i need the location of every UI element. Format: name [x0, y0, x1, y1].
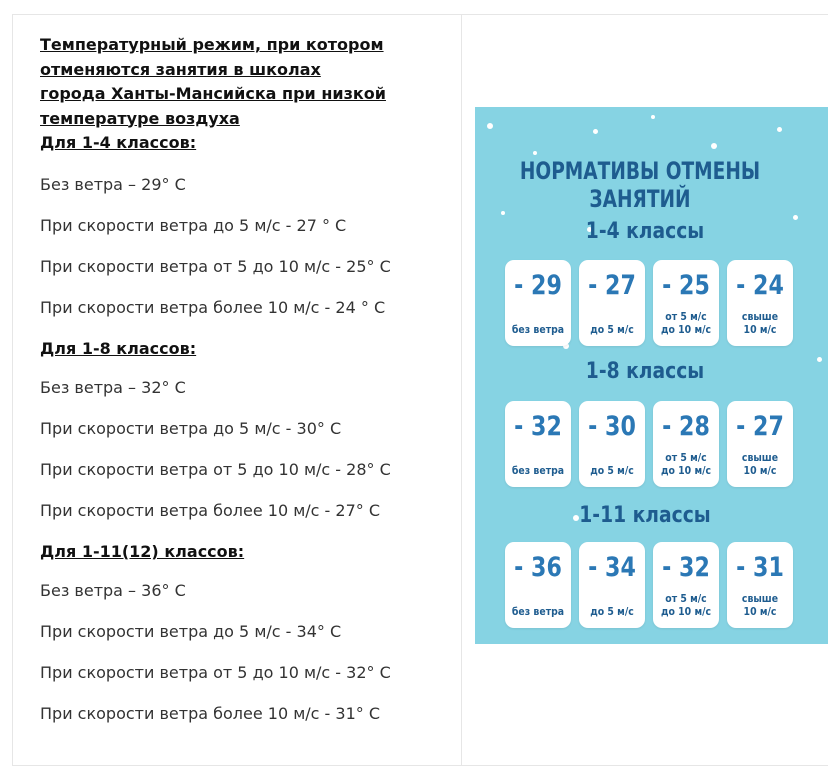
card-value: - 31: [736, 552, 784, 583]
snow-dot: [793, 215, 798, 220]
section-heading-1-4: Для 1-4 классов:: [40, 133, 197, 152]
card-value: - 28: [662, 411, 710, 442]
value-card: [727, 401, 793, 487]
snow-dot: [593, 129, 598, 134]
card-value: - 25: [662, 270, 710, 301]
rule-row: Без ветра – 29° С: [40, 175, 186, 194]
card-value: - 34: [588, 552, 636, 583]
title-line: города Ханты-Мансийска при низкой: [40, 84, 386, 103]
card-caption: от 5 м/с до 10 м/с: [660, 310, 712, 336]
value-card: [653, 542, 719, 628]
value-card: [579, 542, 645, 628]
card-value: - 27: [588, 270, 636, 301]
rule-row: При скорости ветра до 5 м/с - 27 ° С: [40, 216, 347, 235]
rule-row: Без ветра – 32° С: [40, 378, 186, 397]
card-caption: свыше 10 м/с: [741, 451, 779, 477]
snow-dot: [487, 123, 493, 129]
snow-dot: [651, 115, 655, 119]
rule-row: При скорости ветра более 10 м/с - 27° С: [40, 501, 381, 520]
group-title-1-4: 1-4 классы: [585, 219, 705, 244]
rule-row: При скорости ветра более 10 м/с - 24 ° С: [40, 298, 386, 317]
section-heading-1-8: Для 1-8 классов:: [40, 339, 197, 358]
value-card: [579, 260, 645, 346]
column-divider: [461, 15, 462, 765]
card-caption: без ветра: [511, 605, 565, 618]
card-value: - 27: [736, 411, 784, 442]
value-card: [727, 542, 793, 628]
title-line: температуре воздуха: [40, 108, 240, 128]
rule-row: При скорости ветра более 10 м/с - 31° С: [40, 704, 381, 723]
cancellation-poster: [475, 107, 828, 644]
group-title-1-8: 1-8 классы: [585, 359, 705, 384]
value-card: [505, 401, 571, 487]
rule-row: Без ветра – 36° С: [40, 581, 186, 600]
card-caption: без ветра: [511, 464, 565, 477]
rule-row: При скорости ветра до 5 м/с - 30° С: [40, 419, 342, 438]
card-value: - 24: [736, 270, 784, 301]
card-value: - 32: [514, 411, 562, 442]
snow-dot: [817, 357, 822, 362]
card-caption: до 5 м/с: [590, 323, 634, 336]
card-caption: от 5 м/с до 10 м/с: [660, 592, 712, 618]
card-caption: до 5 м/с: [590, 605, 634, 618]
rule-row: При скорости ветра до 5 м/с - 34° С: [40, 622, 342, 641]
value-card: [579, 401, 645, 487]
group-title-1-11: 1-11 классы: [579, 503, 711, 528]
snow-dot: [533, 151, 537, 155]
card-value: - 29: [514, 270, 562, 301]
section-heading-1-11: Для 1-11(12) классов:: [40, 542, 245, 561]
rule-row: При скорости ветра от 5 до 10 м/с - 32° С: [40, 663, 391, 682]
title-line: отменяются занятия в школах: [40, 59, 321, 79]
snow-dot: [777, 127, 782, 132]
value-card: [505, 542, 571, 628]
page-title: [40, 33, 450, 131]
rules-column: [40, 33, 450, 724]
title-line: Температурный режим, при котором: [40, 35, 384, 54]
card-caption: свыше 10 м/с: [741, 592, 779, 618]
snow-dot: [711, 143, 717, 149]
value-card: [653, 260, 719, 346]
value-card: [653, 401, 719, 487]
card-caption: от 5 м/с до 10 м/с: [660, 451, 712, 477]
card-caption: без ветра: [511, 323, 565, 336]
value-card: [505, 260, 571, 346]
card-value: - 30: [588, 411, 636, 442]
rule-row: При скорости ветра от 5 до 10 м/с - 25° С: [40, 257, 391, 276]
card-caption: до 5 м/с: [590, 464, 634, 477]
rule-row: При скорости ветра от 5 до 10 м/с - 28° С: [40, 460, 391, 479]
value-card: [727, 260, 793, 346]
card-caption: свыше 10 м/с: [741, 310, 779, 336]
card-value: - 32: [662, 552, 710, 583]
poster-title: НОРМАТИВЫ ОТМЕНЫ ЗАНЯТИЙ: [519, 157, 761, 213]
card-value: - 36: [514, 552, 562, 583]
